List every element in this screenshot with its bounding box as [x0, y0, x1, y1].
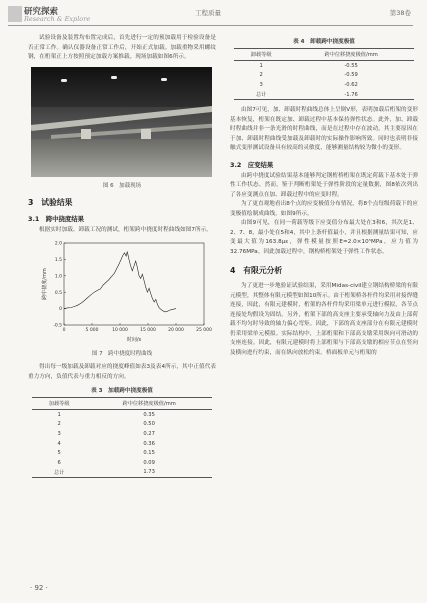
table3-title: 表 3 加载跨中挠度极值	[91, 388, 153, 394]
table3-header-value: 跨中位移挠度极值/mm	[86, 398, 212, 410]
table-row: 5 0.15	[57, 450, 155, 457]
strain-paragraph-1: 由跨中挠度试验结果基本能够判定钢桁桥桁架在既定荷载下基本处于弹性工作状态。然而，鉴于判断桁架处于弹性阶段的定量数据，图8依次列出了各应变测点在加、卸载过程中的应变时程。	[230, 172, 418, 198]
x-tick-label: 25 000	[196, 328, 212, 333]
table-row-total: 总计 -1.76	[234, 90, 414, 100]
y-axis-label: 跨中挠度/mm	[42, 268, 48, 300]
section3-heading: 3 试验结果	[28, 197, 73, 207]
deflection-series-line	[64, 252, 176, 312]
figure6-caption: 图 6 加载现场	[102, 182, 142, 189]
table-row: 2 -0.59	[259, 72, 358, 79]
table4-header-value: 跨中位移挠度极值/mm	[288, 49, 414, 61]
journal-section-subtitle: Research & Explore	[24, 15, 91, 23]
table-row: 3 -0.62	[259, 81, 358, 88]
x-tick-label: 15 000	[140, 328, 156, 333]
y-tick-label: 2.0	[54, 241, 62, 247]
section31-heading: 3.1 跨中挠度结果	[28, 214, 85, 223]
strain-paragraph-2: 为了更直观地看出8个点的应变极值分布情况，将8个点每级荷载下的应变极值绘制成曲线，如图9所示。	[230, 201, 418, 217]
journal-name: 工程质量	[195, 9, 221, 17]
left-column	[28, 34, 216, 478]
section31-paragraph: 根据实时加载、卸载工况的测试，桁架跨中挠度时程曲线如图7所示。	[39, 226, 212, 233]
table3-header-level: 加载等级	[32, 398, 86, 410]
strain-paragraph-3: 由图9可见，在同一荷载等级下应变值分布最大处在3和6，其次是1、2、7、8，最小处在5和4，其中上条杆值最小，并且根据测量结果可知，应变最大值为163.8με，弹性模量按照E=2.0×10⁵MPa，应力值为32.76MPa。因此加载过程中，钢构桥桁架处于弹性工作状态。	[230, 220, 418, 255]
x-tick-label: 5 000	[85, 328, 99, 333]
journal-section-title: 研究探索	[24, 7, 59, 17]
x-tick-label: 20 000	[168, 328, 184, 333]
y-tick-label: 1.5	[54, 258, 62, 263]
section32-heading: 3.2 应变结果	[230, 160, 274, 169]
journal-volume: 第38卷	[389, 9, 411, 17]
section4-heading: 4 有限元分析	[230, 266, 283, 276]
table3	[32, 397, 212, 478]
table4	[234, 48, 414, 100]
y-tick-label: 1.0	[54, 274, 62, 280]
table-row: 3 0.27	[57, 430, 155, 437]
table4-title: 表 4 卸载跨中挠度极值	[293, 39, 355, 45]
page-header	[0, 0, 427, 34]
table-row: 6 0.09	[57, 459, 155, 466]
x-tick-label: 0	[62, 328, 66, 333]
deflection-time-chart	[28, 237, 216, 345]
figure7-discussion-paragraph: 由图7可见，加、卸载时程曲线总体上呈倒V形，表明加载后桁架的变形基本恢复，桁架在既定加、卸载过程中基本保持弹性状态。此外，加、卸载时程曲线并非一条光滑的时程曲线，而是在过程中存在波动，其主要原因在于加、卸载时程曲线受加载及卸载时的实际操作影响所致。同时也表明非接触式变形测试设备具有较高的灵敏度，能够测量结构较为微小的变形。	[230, 107, 418, 152]
table-row-total: 总计 1.73	[32, 468, 212, 478]
plot-frame	[64, 243, 204, 325]
x-tick-label: 10 000	[112, 328, 128, 333]
right-column	[230, 34, 418, 358]
table-row: 4 0.36	[57, 440, 155, 447]
after-figure7-paragraph: 得出每一级加载及卸载对应的挠度峰值如表3及表4所示，其中正值代表重力方向，负值代表与重力相反的方向。	[28, 364, 216, 380]
table-row: 1 -0.55	[259, 62, 358, 69]
y-tick-label: 0.5	[54, 290, 62, 296]
intro-paragraph: 试验设备及装置均布置完成后，首先进行一定的预加载用于检验设备是否正常工作。确认仪器设备正常工作后，开始正式加载。加载重物采用螺纹钢，在桁架正上方按照预定加载方案推载。现场加载如图6所示。	[28, 35, 216, 60]
header-logo-block	[8, 6, 22, 22]
table-row: 2 0.50	[57, 421, 155, 428]
finite-element-paragraph: 为了更进一步地验证试验结果，采用Midas-civil建立钢结构桥梁的有限元模型，其整体有限元模型如图10所示。由于桁架桥各杆件均采用对接焊缝连接，因此，有限元建模时，桁架的各杆件均采用梁单元进行模拟，各节点连接处均假设为固结。另外，桁架下部的高支座主要承受轴向力及由上部荷载不均匀时导致的轴力偏心弯矩。因此，下部的高支座部分在有限元建模时仍采用梁单元模拟。实际结构中，上部桁架和下部高支墩采用纵向可滑动的支座连接。因此，有限元建模时将上部桁架与下部高支墩的相应节点在竖向及横向进行约束，而在纵向放松约束。桥面板单元与桁架的	[230, 283, 418, 356]
y-tick-label: 0	[59, 307, 62, 313]
figure7-caption: 图 7 跨中挠度时程曲线	[91, 351, 153, 357]
table-row: 1 0.35	[57, 411, 155, 418]
header-rule	[8, 25, 413, 26]
x-axis-label: 时间/s	[126, 337, 142, 343]
y-tick-label: -0.5	[53, 323, 62, 329]
page-number: · 92 ·	[30, 584, 48, 592]
loading-site-photo	[31, 67, 212, 177]
table4-header-level: 卸载等级	[234, 49, 288, 61]
